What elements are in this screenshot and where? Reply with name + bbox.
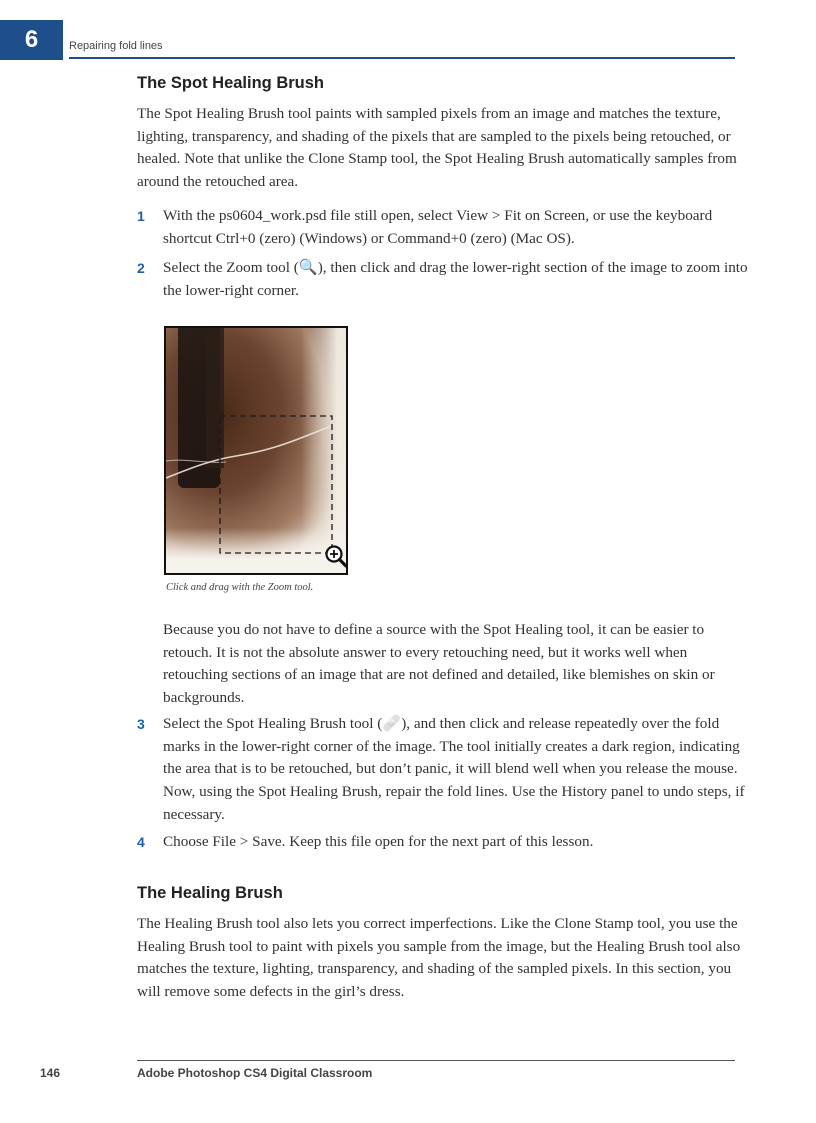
section-intro-paragraph: The Spot Healing Brush tool paints with sampled pixels from an image and matches the texture, lighting, transparency, and shading of the pixels that are sampled to the pixels being retouched, or healed. Note that unlike the Clone Stamp tool, the Spot Healing Brush automatically samples from around the retouched area. bbox=[137, 105, 737, 191]
zoom-tool-figure bbox=[164, 326, 348, 575]
running-title: Repairing fold lines bbox=[69, 40, 163, 52]
header-rule bbox=[69, 57, 735, 59]
step-number: 4 bbox=[137, 834, 145, 850]
section-heading-spot-healing: The Spot Healing Brush bbox=[137, 74, 325, 92]
step-number: 1 bbox=[137, 208, 145, 224]
step-number: 2 bbox=[137, 260, 145, 276]
zoom-marquee bbox=[220, 416, 332, 553]
step-text: Choose File > Save. Keep this file open for the next part of this lesson. bbox=[163, 833, 594, 850]
chapter-number-tab: 6 bbox=[0, 20, 63, 60]
step-number: 3 bbox=[137, 716, 145, 732]
figure-caption: Click and drag with the Zoom tool. bbox=[166, 582, 314, 593]
section-heading-healing-brush: The Healing Brush bbox=[137, 884, 283, 902]
section2-intro-paragraph: The Healing Brush tool also lets you correct imperfections. Like the Clone Stamp tool, you use the Healing Brush tool to paint with pixels you sample from the image, but the Healing Brush tool also matches the texture, lighting, transparency, and shading of the sampled pixels. In this section, you will remove some defects in the girl’s dress. bbox=[137, 915, 741, 1001]
step-text: Select the Spot Healing Brush tool (🩹), and then click and release repeatedly over the fold marks in the lower-right corner of the image. The tool initially creates a dark region, indicating the area that is to be retouched, but don’t panic, it will blend well when you release the mouse. Now, using the Spot Healing Brush, repair the fold lines. Use the History panel to undo steps, if necessary. bbox=[163, 715, 745, 823]
figure-overlay bbox=[166, 328, 348, 575]
book-title: Adobe Photoshop CS4 Digital Classroom bbox=[137, 1066, 373, 1080]
step-text: Select the Zoom tool (🔍), then click and drag the lower-right section of the image to zoom into the lower-right corner. bbox=[163, 259, 748, 299]
footer-rule bbox=[137, 1060, 735, 1061]
note-paragraph: Because you do not have to define a source with the Spot Healing tool, it can be easier to retouch. It is not the absolute answer to every retouching need, but it works well when retouching sections of an image that are not defined and detailed, like blemishes on skin or backgrounds. bbox=[163, 621, 715, 707]
step-text: With the ps0604_work.psd file still open, select View > Fit on Screen, or use the keyboard shortcut Ctrl+0 (zero) (Windows) or Command+0 (zero) (Mac OS). bbox=[163, 207, 713, 247]
zoom-magnifier-icon bbox=[327, 547, 347, 567]
page-number: 146 bbox=[40, 1066, 61, 1080]
